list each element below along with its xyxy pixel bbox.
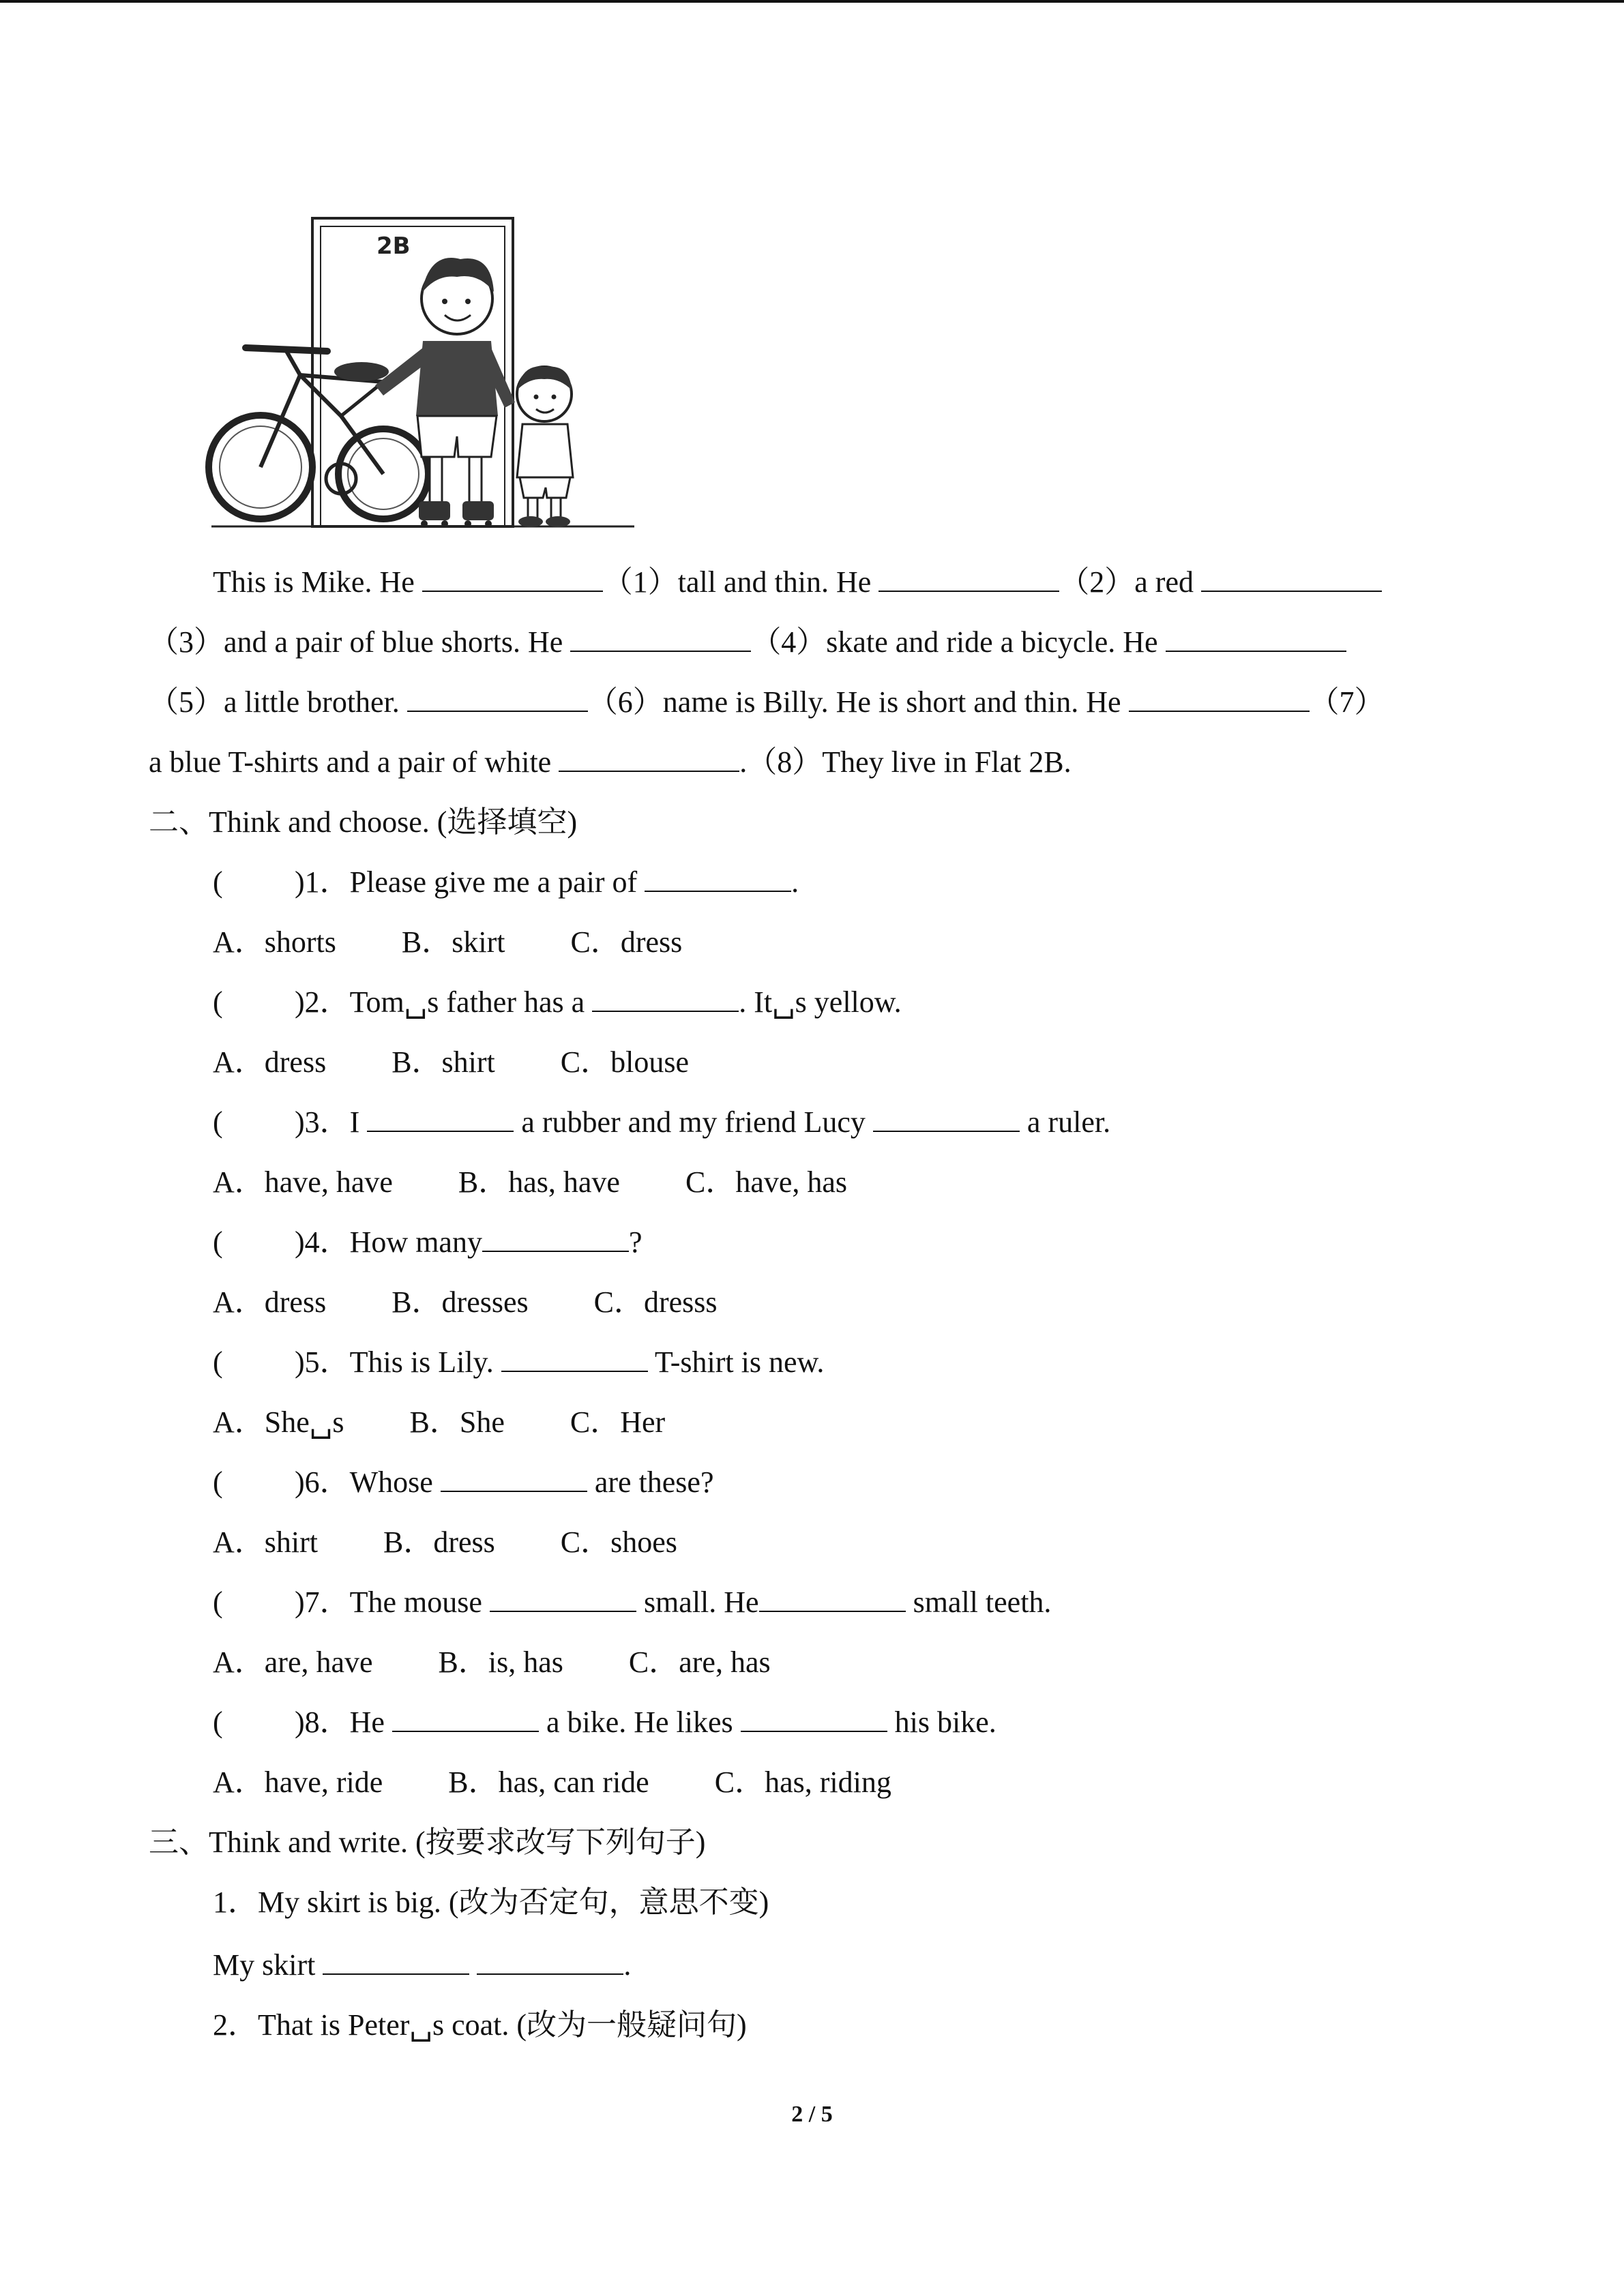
question-4-options <box>213 1282 783 1323</box>
top-border <box>0 0 1624 3</box>
question-8: ( )8．He a bike. He likes his bike. <box>213 1702 996 1743</box>
option-c[interactable]: C．dress <box>570 925 683 959</box>
option-b[interactable]: B．dress <box>383 1525 495 1559</box>
blank-8[interactable] <box>559 743 739 772</box>
blank-3[interactable] <box>1201 563 1382 592</box>
section-3-heading: 三、Think and write. (按要求改写下列句子) <box>149 1825 706 1859</box>
question-blank[interactable] <box>873 1103 1020 1132</box>
question-1-options <box>213 922 748 963</box>
option-c[interactable]: C．have, has <box>685 1165 848 1199</box>
rewrite-question-1: 1．My skirt is big. (改为否定句，意思不变) <box>213 1885 769 1919</box>
answer-paren[interactable]: ( <box>213 1225 223 1259</box>
option-b[interactable]: B．is, has <box>438 1645 563 1679</box>
door-label: 2B <box>377 233 411 260</box>
option-c[interactable]: C．dresss <box>593 1285 718 1319</box>
answer-paren[interactable]: ( <box>213 1465 223 1499</box>
question-7: ( )7．The mouse small. He small teeth. <box>213 1582 1051 1623</box>
option-c[interactable]: C．Her <box>570 1405 666 1439</box>
page-number: 2 / 5 <box>791 2102 833 2127</box>
passage-line-3: （5）a little brother. （6）name is Billy. He is short and thin. He （7） <box>149 682 1385 723</box>
question-1: ( )1．Please give me a pair of . <box>213 862 799 903</box>
answer-paren[interactable]: ( <box>213 1105 223 1139</box>
blank-7[interactable] <box>1129 683 1310 712</box>
option-a[interactable]: A．shirt <box>213 1525 318 1559</box>
option-b[interactable]: B．has, have <box>458 1165 620 1199</box>
question-6: ( )6．Whose are these? <box>213 1462 714 1503</box>
option-a[interactable]: A．are, have <box>213 1645 373 1679</box>
option-b[interactable]: B．skirt <box>401 925 505 959</box>
question-blank[interactable] <box>441 1463 587 1492</box>
option-a[interactable]: A．have, have <box>213 1165 393 1199</box>
option-a[interactable]: A．shorts <box>213 925 336 959</box>
answer-paren[interactable]: ( <box>213 1345 223 1379</box>
question-blank[interactable] <box>592 983 739 1012</box>
answer-paren[interactable]: ( <box>213 1705 223 1739</box>
option-a[interactable]: A．dress <box>213 1045 327 1079</box>
option-b[interactable]: B．dresses <box>392 1285 529 1319</box>
question-blank[interactable] <box>501 1343 648 1372</box>
question-6-options <box>213 1522 743 1563</box>
option-a[interactable]: A．have, ride <box>213 1765 383 1799</box>
passage-line-4: a blue T-shirts and a pair of white .（8）They live in Flat 2B. <box>149 742 1072 783</box>
question-4: ( )4．How many ? <box>213 1222 643 1263</box>
mike-billy-bicycle-illustration <box>205 211 641 539</box>
passage-line-1: This is Mike. He （1）tall and thin. He （2）a red <box>213 562 1382 603</box>
question-blank[interactable] <box>490 1583 636 1612</box>
option-b[interactable]: B．She <box>409 1405 505 1439</box>
blank-4[interactable] <box>570 623 751 652</box>
question-blank[interactable] <box>392 1703 539 1732</box>
answer-blank-1a[interactable] <box>323 1946 469 1975</box>
answer-paren[interactable]: ( <box>213 865 223 899</box>
blank-5[interactable] <box>1166 623 1346 652</box>
section-2-heading: 二、Think and choose. (选择填空) <box>149 805 578 839</box>
question-2: ( )2．Tom␣s father has a . It␣s yellow. <box>213 982 902 1023</box>
question-blank[interactable] <box>367 1103 514 1132</box>
question-blank[interactable] <box>482 1223 629 1252</box>
question-2-options <box>213 1042 754 1083</box>
option-c[interactable]: C．are, has <box>628 1645 771 1679</box>
question-5-options <box>213 1402 730 1443</box>
blank-1[interactable] <box>422 563 603 592</box>
answer-paren[interactable]: ( <box>213 1585 223 1619</box>
question-3-options <box>213 1162 913 1203</box>
option-c[interactable]: C．shoes <box>560 1525 677 1559</box>
question-7-options <box>213 1642 836 1683</box>
passage-line-2: （3）and a pair of blue shorts. He （4）skate and ride a bicycle. He <box>149 622 1346 663</box>
option-b[interactable]: B．shirt <box>392 1045 495 1079</box>
question-blank[interactable] <box>741 1703 887 1732</box>
question-3: ( )3．I a rubber and my friend Lucy a ruler. <box>213 1102 1110 1143</box>
rewrite-question-2: 2．That is Peter␣s coat. (改为一般疑问句) <box>213 2008 747 2042</box>
question-blank[interactable] <box>759 1583 906 1612</box>
blank-2[interactable] <box>879 563 1059 592</box>
option-b[interactable]: B．has, can ride <box>448 1765 649 1799</box>
blank-6[interactable] <box>407 683 588 712</box>
option-a[interactable]: A．dress <box>213 1285 327 1319</box>
option-c[interactable]: C．has, riding <box>714 1765 891 1799</box>
question-5: ( )5．This is Lily. T-shirt is new. <box>213 1342 824 1383</box>
option-c[interactable]: C．blouse <box>560 1045 690 1079</box>
question-8-options <box>213 1762 957 1803</box>
answer-paren[interactable]: ( <box>213 985 223 1019</box>
answer-blank-1b[interactable] <box>477 1946 623 1975</box>
rewrite-answer-1: My skirt . <box>213 1945 631 1986</box>
option-a[interactable]: A．She␣s <box>213 1405 344 1439</box>
question-blank[interactable] <box>645 863 791 892</box>
